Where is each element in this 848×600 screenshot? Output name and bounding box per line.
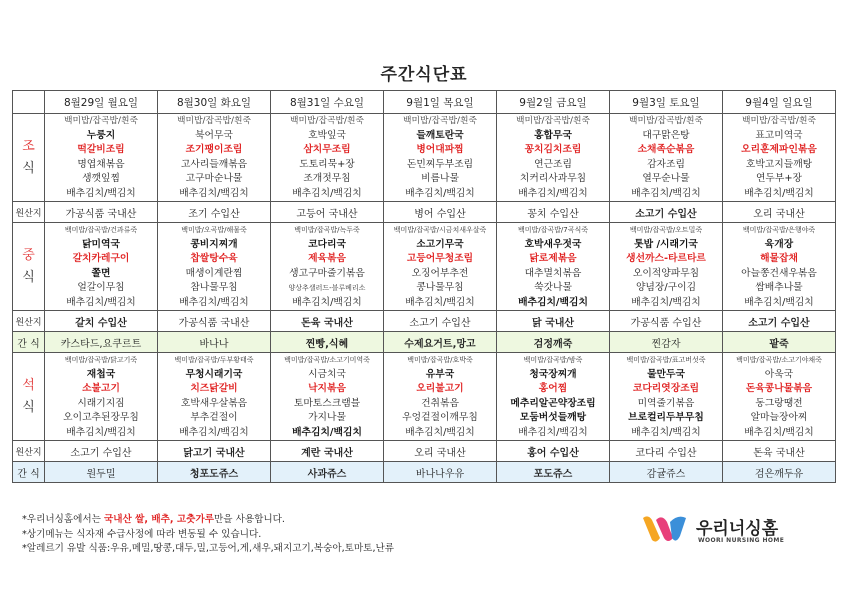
menu-item: 배추김치/백김치 <box>631 187 701 199</box>
logo-name: 우리너싱홈 <box>696 519 779 539</box>
menu-item: 배추김치/백김치 <box>518 426 588 438</box>
menu-item: 백미밥/잡곡밥/흰죽 <box>403 116 477 126</box>
menu-item: 아늘쫑건새우볶음 <box>741 267 817 279</box>
dinner-cell <box>723 353 836 441</box>
menu-item: 연근조림 <box>534 158 572 170</box>
menu-item: 오이적양파무침 <box>632 267 700 279</box>
menu-item: 백미밥/잡곡밥/두부황태죽 <box>174 356 254 364</box>
menu-item: 소불고기 <box>82 383 120 394</box>
menu-item: 배추김치/백김치 <box>405 187 475 199</box>
lunch-cell <box>45 223 158 311</box>
menu-item: 배추김치/백김치 <box>744 296 814 308</box>
menu-item: 모둠버섯들깨탕 <box>519 412 587 423</box>
dinner-cell <box>497 353 610 441</box>
lunch-label-char: 식 <box>22 269 35 285</box>
lunch-row <box>13 223 836 311</box>
menu-item: 생깻잎찜 <box>82 173 120 184</box>
menu-item: 생고구마줄기볶음 <box>289 267 365 279</box>
menu-item: 메추리알곤약장조림 <box>510 397 596 409</box>
snack-cell: 바나나우유 <box>384 462 497 483</box>
origin-cell: 조기 수입산 <box>158 202 271 223</box>
menu-item: 양상추샐러드-블루베리소 <box>288 284 366 292</box>
menu-item: 홍합무국 <box>534 129 572 141</box>
note-ingredients <box>22 513 394 528</box>
menu-item: 동그랑땡전 <box>755 397 803 409</box>
menu-item: 백미밥/잡곡밥/흰죽 <box>629 116 703 126</box>
breakfast-cell <box>45 114 158 202</box>
menu-item: 유부국 <box>425 368 455 380</box>
menu-item: 배추김치/백김치 <box>66 187 136 199</box>
origin-cell: 소고기 수입산 <box>610 202 723 223</box>
origin-cell: 가공식품 수입산 <box>610 311 723 332</box>
menu-item: 백미밥/잡곡밥/흰죽 <box>516 116 590 126</box>
menu-item: 열무순나물 <box>642 173 690 184</box>
lunch-label-char: 중 <box>22 247 35 263</box>
menu-item: 생선까스-타르타르 <box>626 253 706 264</box>
menu-item: 백미밥/잡곡밥/소고기야채죽 <box>736 356 822 364</box>
menu-item: 참나물무침 <box>190 282 238 293</box>
menu-item: 육개장 <box>764 238 794 250</box>
snack-cell: 포도쥬스 <box>497 462 610 483</box>
menu-item: 호박새우살볶음 <box>180 397 248 409</box>
lunch-label <box>13 223 45 311</box>
menu-item: 쑥갓나물 <box>534 282 572 293</box>
origin-cell: 오리 국내산 <box>384 441 497 462</box>
menu-item: 대추멸치볶음 <box>524 267 582 279</box>
menu-item: 배추김치/백김치 <box>292 187 362 199</box>
dinner-label-char: 식 <box>22 399 35 415</box>
menu-item: 배추김치/백김치 <box>518 296 588 308</box>
menu-item: 고등어무청조림 <box>406 253 474 264</box>
menu-item: 낙지볶음 <box>308 383 346 394</box>
menu-item: 토마토스크램블 <box>293 397 361 409</box>
menu-item: 배추김치/백김치 <box>405 296 475 308</box>
menu-item: 물만두국 <box>647 368 685 380</box>
menu-item: 알마늘장아찌 <box>750 412 808 423</box>
menu-item: 우엉겉절이깨무침 <box>402 412 478 423</box>
snack-cell: 검은깨두유 <box>723 462 836 483</box>
origin-cell: 홍어 수입산 <box>497 441 610 462</box>
snack-cell: 원두밀 <box>45 462 158 483</box>
menu-item: 배추김치/백김치 <box>518 187 588 199</box>
origin-cell: 소고기 수입산 <box>45 441 158 462</box>
lunch-cell <box>610 223 723 311</box>
menu-item: 백미밥/잡곡밥/닭고기죽 <box>64 356 138 364</box>
breakfast-label <box>13 114 45 202</box>
day-header: 9월1일 목요일 <box>384 91 497 114</box>
breakfast-row <box>13 114 836 202</box>
menu-item: 조기팽이조림 <box>185 144 243 155</box>
menu-item: 얼갈이무침 <box>77 282 125 293</box>
origin-cell: 소고기 수입산 <box>723 311 836 332</box>
menu-item: 표고미역국 <box>755 129 803 141</box>
snack-cell: 팥죽 <box>723 332 836 353</box>
menu-item: 백미밥/잡곡밥/흰죽 <box>177 116 251 126</box>
day-header: 8월29일 월요일 <box>45 91 158 114</box>
snack-cell: 수제요거트,망고 <box>384 332 497 353</box>
breakfast-cell <box>384 114 497 202</box>
evening-snack-row <box>13 462 836 483</box>
snack-cell: 바나나 <box>158 332 271 353</box>
menu-item: 백미밥/잡곡밥/녹두죽 <box>294 226 360 234</box>
menu-item: 꽁치김치조림 <box>524 144 582 155</box>
lunch-cell <box>384 223 497 311</box>
menu-item: 백미밥/오곡밥/해물죽 <box>181 226 247 234</box>
origin-cell: 닭 국내산 <box>497 311 610 332</box>
menu-item: 치커리사과무침 <box>519 173 587 184</box>
breakfast-cell <box>271 114 384 202</box>
notes <box>22 513 394 557</box>
menu-item: 톳밥 /시래기국 <box>634 238 698 250</box>
menu-item: 호박잎국 <box>308 129 346 141</box>
snack-cell: 감귤쥬스 <box>610 462 723 483</box>
snack-cell: 찐빵,식혜 <box>271 332 384 353</box>
menu-item: 명엽채볶음 <box>77 158 125 170</box>
menu-item: 조개젓무침 <box>303 173 351 184</box>
lunch-cell <box>723 223 836 311</box>
menu-item: 감자조림 <box>647 158 685 170</box>
logo-mark-icon <box>640 510 690 546</box>
menu-item: 소채족순볶음 <box>637 144 695 155</box>
note-allergens: *알레르기 유발 식품:우유,메밀,땅콩,대두,밀,고등어,게,새우,돼지고기,복숭아,토마토,난류 <box>22 543 395 554</box>
menu-item: 소고기무국 <box>416 238 464 250</box>
menu-item: 백미밥/잡곡밥/밤죽 <box>523 356 583 364</box>
menu-item: 배추김치/백김치 <box>179 187 249 199</box>
menu-item: 양념장/구이김 <box>635 282 697 293</box>
dinner-cell <box>158 353 271 441</box>
menu-item: 오리훈제파인볶음 <box>741 144 817 155</box>
breakfast-label-char: 식 <box>22 160 35 176</box>
menu-item: 백미밥/잡곡밥/호박죽 <box>407 356 473 364</box>
menu-item: 홍어찜 <box>538 383 568 394</box>
page-title: 주간식단표 <box>380 65 468 85</box>
menu-item: 배추김치/백김치 <box>66 426 136 438</box>
menu-item: 코다리엿장조림 <box>632 383 700 394</box>
menu-item: 배추김치/백김치 <box>292 296 362 308</box>
menu-item: 배추김치/백김치 <box>179 296 249 308</box>
snack-cell: 카스타드,요쿠르트 <box>45 332 158 353</box>
menu-item: 제육볶음 <box>308 253 346 264</box>
menu-item: 콩나물무침 <box>416 282 464 293</box>
snack-cell: 찐감자 <box>610 332 723 353</box>
menu-item: 아욱국 <box>764 368 794 380</box>
dinner-row <box>13 353 836 441</box>
day-header-row <box>13 91 836 114</box>
note-text: *우리너싱홈에서는 <box>22 514 104 525</box>
menu-item: 오징어부추전 <box>411 267 469 279</box>
menu-item: 닭미역국 <box>82 238 120 250</box>
menu-item: 코다리국 <box>308 238 346 250</box>
menu-item: 북어무국 <box>195 129 233 141</box>
breakfast-cell <box>497 114 610 202</box>
snack-label: 간 식 <box>13 462 45 483</box>
day-header: 9월2일 금요일 <box>497 91 610 114</box>
origin-label: 원산지 <box>13 441 45 462</box>
menu-item: 부추겉절이 <box>190 412 238 423</box>
snack-label: 간 식 <box>13 332 45 353</box>
menu-item: 건취볶음 <box>421 397 459 409</box>
menu-item: 호박고지들깨탕 <box>745 158 813 170</box>
dinner-cell <box>271 353 384 441</box>
menu-item: 쌈배추나물 <box>755 282 803 293</box>
lunch-cell <box>271 223 384 311</box>
dinner-label <box>13 353 45 441</box>
menu-item: 도토리묵+장 <box>299 158 355 170</box>
menu-item: 백미밥/잡곡밥/소고기미역죽 <box>284 356 370 364</box>
snack-cell: 사과쥬스 <box>271 462 384 483</box>
logo <box>640 510 840 550</box>
menu-item: 브로컬리두부무침 <box>628 412 704 423</box>
day-header: 9월3일 토요일 <box>610 91 723 114</box>
menu-item: 백미밥/잡곡밥/시금치새우살죽 <box>393 226 487 234</box>
lunch-cell <box>497 223 610 311</box>
menu-item: 병어대파찜 <box>416 144 464 155</box>
note-highlight: 국내산 쌀, 배추, 고춧가루 <box>104 514 214 525</box>
menu-item: 해물잡채 <box>760 253 798 264</box>
origin-cell: 계란 국내산 <box>271 441 384 462</box>
menu-item: 시래기지짐 <box>77 397 125 409</box>
snack-cell: 검정깨죽 <box>497 332 610 353</box>
menu-item: 청국장찌개 <box>529 368 577 380</box>
dinner-origin-row <box>13 441 836 462</box>
menu-item: 백미밥/잡곡밥/7곡식죽 <box>517 226 589 234</box>
breakfast-cell <box>723 114 836 202</box>
menu-item: 백미밥/잡곡밥/표고버섯죽 <box>626 356 706 364</box>
dinner-cell <box>45 353 158 441</box>
menu-item: 재첩국 <box>86 368 116 380</box>
origin-cell: 코다리 수입산 <box>610 441 723 462</box>
menu-item: 갈치카레구이 <box>72 253 130 264</box>
origin-cell: 돈육 국내산 <box>271 311 384 332</box>
menu-item: 연두부+장 <box>755 173 803 184</box>
menu-item: 백미밥/잡곡밥/흰죽 <box>290 116 364 126</box>
menu-item: 삼치무조림 <box>303 144 351 155</box>
menu-item: 돈민찌두부조림 <box>406 158 474 170</box>
menu-item: 배추김치/백김치 <box>631 426 701 438</box>
menu-item: 고구마순나물 <box>185 173 243 184</box>
menu-item: 무청시래기국 <box>185 368 243 380</box>
snack-cell: 청포도쥬스 <box>158 462 271 483</box>
breakfast-cell <box>610 114 723 202</box>
menu-item: 오리불고기 <box>416 383 464 394</box>
day-header: 9월4일 일요일 <box>723 91 836 114</box>
menu-item: 고사리들깨볶음 <box>180 158 248 170</box>
origin-cell: 돈육 국내산 <box>723 441 836 462</box>
weekly-menu-table <box>12 90 836 483</box>
menu-item: 오이고추된장무침 <box>63 412 139 423</box>
day-header: 8월31일 수요일 <box>271 91 384 114</box>
menu-item: 호박새우젓국 <box>524 238 582 250</box>
logo-subtitle: WOORI NURSING HOME <box>698 537 785 544</box>
menu-item: 백미밥/잡곡밥/흰죽 <box>742 116 816 126</box>
lunch-cell <box>158 223 271 311</box>
note-text: 만을 사용합니다. <box>213 514 285 525</box>
menu-item: 배추김치/백김치 <box>292 426 362 438</box>
menu-item: 비름나물 <box>421 173 459 184</box>
origin-cell: 갈치 수입산 <box>45 311 158 332</box>
menu-item: 백미밥/잡곡밥/은행야죽 <box>742 226 816 234</box>
corner-cell <box>13 91 45 114</box>
menu-item: 배추김치/백김치 <box>744 426 814 438</box>
dinner-label-char: 석 <box>22 377 35 393</box>
origin-cell: 고등어 국내산 <box>271 202 384 223</box>
origin-label: 원산지 <box>13 202 45 223</box>
menu-item: 시금치국 <box>308 368 346 380</box>
menu-item: 돈육콩나물볶음 <box>745 383 813 394</box>
menu-item: 떡갈비조림 <box>77 144 125 155</box>
origin-cell: 꽁치 수입산 <box>497 202 610 223</box>
menu-item: 대구맑은탕 <box>642 129 690 141</box>
origin-label: 원산지 <box>13 311 45 332</box>
origin-cell: 오리 국내산 <box>723 202 836 223</box>
origin-cell: 가공식품 국내산 <box>45 202 158 223</box>
breakfast-cell <box>158 114 271 202</box>
day-header: 8월30일 화요일 <box>158 91 271 114</box>
menu-item: 매생이계란찜 <box>185 267 243 279</box>
menu-item: 닭로제볶음 <box>529 253 577 264</box>
note-menu-change: *상기메뉴는 식자재 수급사정에 따라 변동될 수 있습니다. <box>22 528 262 540</box>
menu-item: 배추김치/백김치 <box>744 187 814 199</box>
menu-item: 배추김치/백김치 <box>631 296 701 308</box>
menu-item: 찹쌀탕수육 <box>190 253 238 264</box>
origin-cell: 소고기 수입산 <box>384 311 497 332</box>
menu-item: 쫄면 <box>91 267 111 279</box>
menu-item: 들깨토란국 <box>416 129 464 141</box>
breakfast-origin-row <box>13 202 836 223</box>
origin-cell: 가공식품 국내산 <box>158 311 271 332</box>
dinner-cell <box>384 353 497 441</box>
menu-item: 콩비지찌개 <box>190 238 238 250</box>
origin-cell: 닭고기 국내산 <box>158 441 271 462</box>
menu-item: 백미밥/잡곡밥/오트밀죽 <box>629 226 703 234</box>
breakfast-label-char: 조 <box>22 138 35 154</box>
menu-item: 치즈닭갈비 <box>190 383 238 394</box>
menu-item: 누룽지 <box>86 129 116 141</box>
afternoon-snack-row <box>13 332 836 353</box>
menu-item: 배추김치/백김치 <box>66 296 136 308</box>
menu-item: 백미밥/잡곡밥/흰죽 <box>64 116 138 126</box>
menu-item: 가지나물 <box>308 412 346 423</box>
menu-item: 미역줄기볶음 <box>637 397 695 409</box>
menu-item: 백미밥/잡곡밥/건과류죽 <box>64 226 138 234</box>
menu-item: 배추김치/백김치 <box>179 426 249 438</box>
dinner-cell <box>610 353 723 441</box>
origin-cell: 병어 수입산 <box>384 202 497 223</box>
menu-item: 배추김치/백김치 <box>405 426 475 438</box>
lunch-origin-row <box>13 311 836 332</box>
